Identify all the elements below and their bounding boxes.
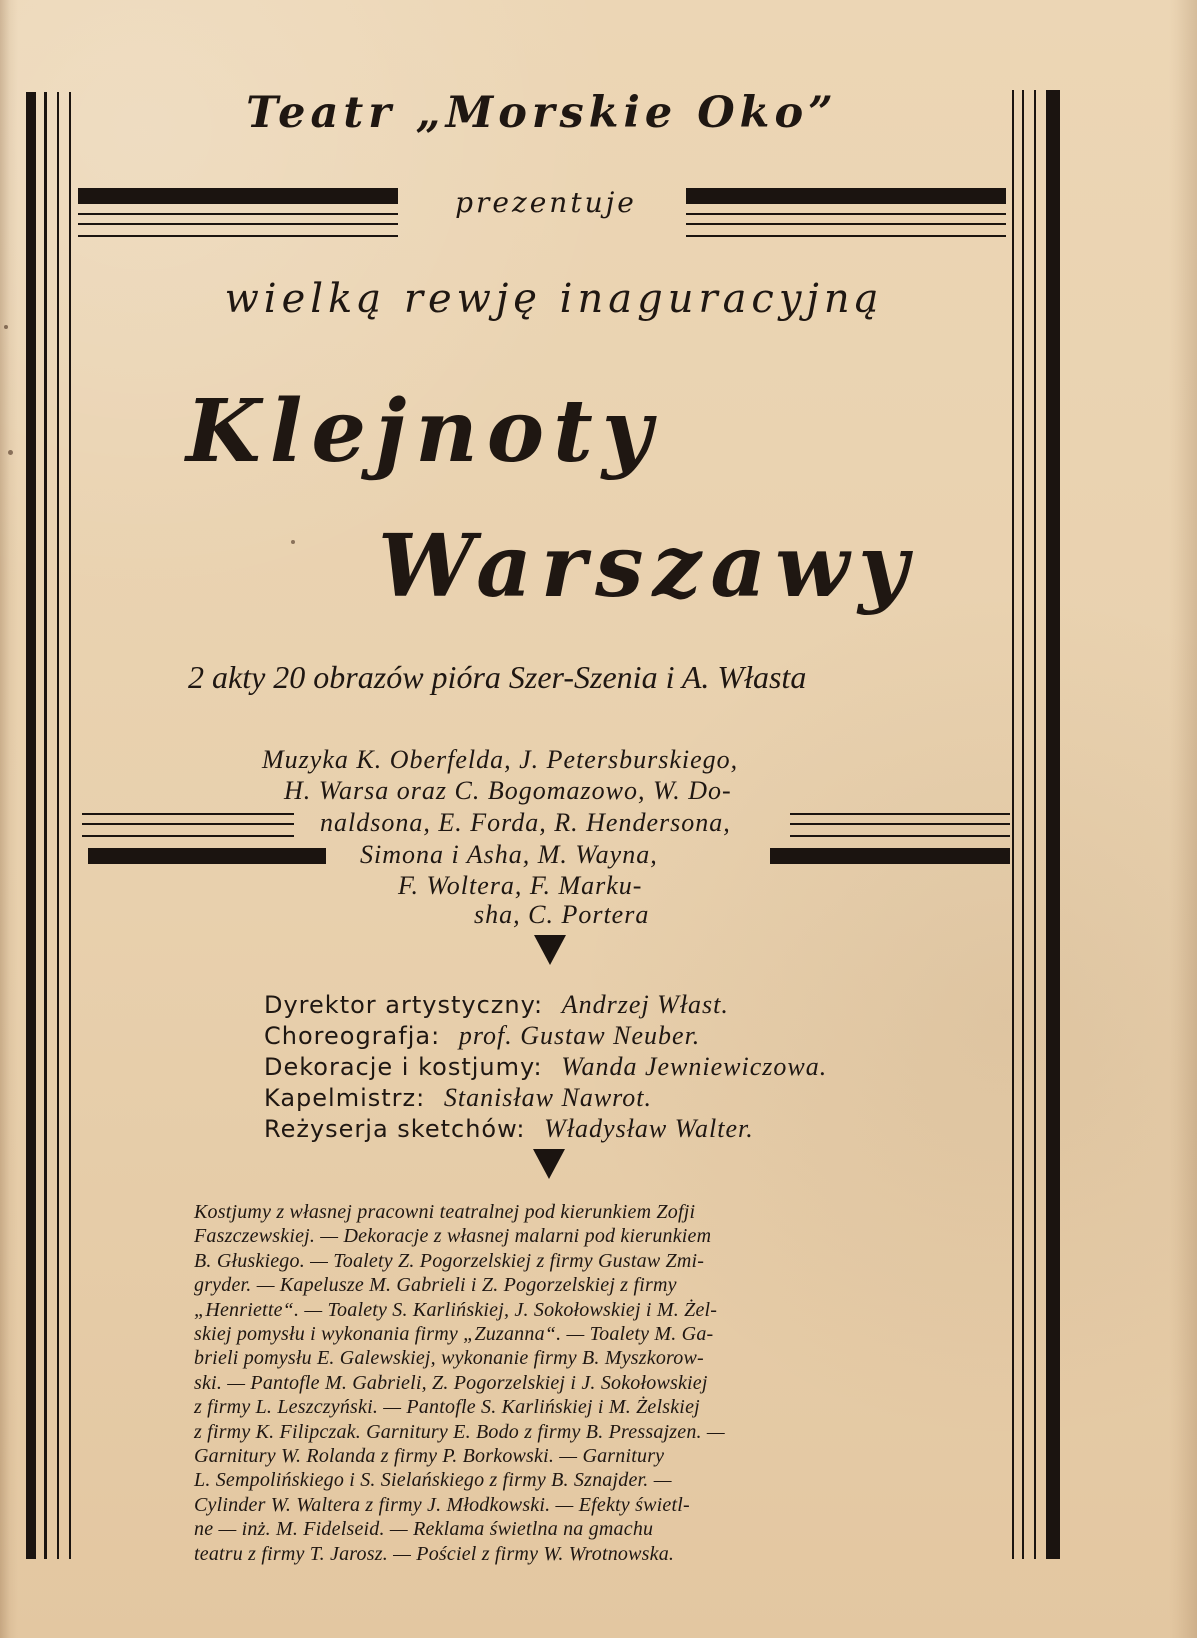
left-border-thick — [26, 92, 36, 1559]
credit-value: Wanda Jewniewiczowa. — [561, 1052, 828, 1081]
credit-value: prof. Gustaw Neuber. — [458, 1021, 701, 1050]
paper-speck — [4, 325, 8, 329]
music-line: Muzyka K. Oberfelda, J. Petersburskiego, — [262, 745, 739, 774]
notes-line: Kostjumy z własnej pracowni teatralnej pod kierunkiem Zofji — [194, 1201, 696, 1223]
middle-right-rule-thin-1 — [790, 813, 1010, 815]
music-line: naldsona, E. Forda, R. Hendersona, — [320, 808, 731, 837]
credit-value: Stanisław Nawrot. — [443, 1083, 653, 1112]
notes-line: Faszczewskiej. — Dekoracje z własnej malarni pod kierunkiem — [194, 1225, 712, 1248]
credit-label: Kapelmistrz: — [264, 1084, 426, 1112]
top-left-rule-thin-2 — [78, 223, 398, 225]
notes-line: B. Głuskiego. — Toalety Z. Pogorzelskiej z firmy Gustaw Zmi- — [194, 1249, 705, 1272]
credit-value: Andrzej Włast. — [561, 990, 729, 1019]
music-line: F. Woltera, F. Marku- — [398, 871, 643, 900]
right-border-thin-1 — [1012, 90, 1014, 1559]
left-border-thin-2 — [57, 92, 59, 1559]
left-border-thin-3 — [69, 92, 71, 1559]
section-divider-triangle — [534, 935, 566, 965]
left-border-thin-1 — [44, 92, 47, 1559]
top-left-rule-thick — [78, 188, 398, 204]
middle-left-rule-thin-1 — [82, 813, 294, 815]
music-line: sha, C. Portera — [474, 900, 650, 929]
costume-and-production-notes — [194, 1200, 912, 1566]
top-right-rule-thin-3 — [686, 235, 1006, 237]
notes-line: z firmy L. Leszczyński. — Pantofle S. Karlińskiej i M. Żelskiej — [194, 1396, 700, 1419]
middle-left-rule-thin-2 — [82, 823, 294, 825]
revue-subtitle: wielką rewję inaguracyjną — [224, 276, 884, 322]
credit-label: Dekoracje i kostjumy: — [264, 1053, 543, 1081]
notes-line: gryder. — Kapelusze M. Gabrieli i Z. Pogorzelskiej z firmy — [194, 1274, 677, 1297]
show-title-line-1: Klejnoty — [186, 381, 661, 482]
notes-line: L. Sempolińskiego i S. Sielańskiego z firmy B. Sznajder. — — [194, 1469, 672, 1492]
show-title-line-2: Warszawy — [378, 516, 918, 617]
top-left-rule-thin-1 — [78, 213, 398, 215]
middle-left-rule-thick — [88, 848, 326, 864]
paper-speck — [291, 540, 295, 544]
notes-line: „Henriette“. — Toalety S. Karlińskiej, J. Sokołowskiej i M. Żel- — [194, 1298, 718, 1321]
right-paper-edge — [1169, 0, 1197, 1638]
credit-line — [264, 1083, 652, 1113]
right-border-thin-3 — [1034, 90, 1036, 1559]
show-acts-line: 2 akty 20 obrazów pióra Szer-Szenia i A. Własta — [188, 659, 807, 695]
middle-right-rule-thin-3 — [790, 835, 1010, 837]
top-left-rule-thin-3 — [78, 235, 398, 237]
credit-line — [264, 1021, 700, 1051]
credit-label: Choreografja: — [264, 1022, 441, 1050]
right-border-thin-2 — [1022, 90, 1024, 1559]
notes-line: skiej pomysłu i wykonania firmy „Zuzanna“. — Toalety M. Ga- — [194, 1323, 714, 1346]
credit-value: Władysław Walter. — [544, 1114, 754, 1143]
credit-label: Reżyserja sketchów: — [264, 1115, 526, 1143]
credit-label: Dyrektor artystyczny: — [264, 991, 544, 1019]
middle-right-rule-thin-2 — [790, 823, 1010, 825]
paper-speck — [8, 450, 13, 455]
credit-line — [264, 1052, 827, 1082]
section-divider-triangle — [533, 1149, 565, 1179]
notes-line: Garnitury W. Rolanda z firmy P. Borkowski. — Garnitury — [194, 1445, 665, 1468]
right-border-thick — [1046, 90, 1060, 1559]
left-paper-edge — [0, 0, 18, 1638]
notes-line: z firmy K. Filipczak. Garnitury E. Bodo z firmy B. Pressajzen. — — [194, 1420, 725, 1443]
theatre-title: Teatr „Morskie Oko” — [246, 88, 838, 138]
middle-right-rule-thick — [770, 848, 1010, 864]
middle-left-rule-thin-3 — [82, 835, 294, 837]
credit-line — [264, 1114, 754, 1144]
notes-line: ski. — Pantofle M. Gabrieli, Z. Pogorzelskiej i J. Sokołowskiej — [194, 1371, 708, 1394]
notes-line: teatru z firmy T. Jarosz. — Pościel z firmy W. Wrotnowska. — [194, 1542, 675, 1565]
music-line: Simona i Asha, M. Wayna, — [360, 840, 658, 869]
top-right-rule-thin-2 — [686, 223, 1006, 225]
top-right-rule-thick — [686, 188, 1006, 204]
credit-line — [264, 990, 729, 1020]
music-line: H. Warsa oraz C. Bogomazowo, W. Do- — [284, 776, 732, 805]
top-right-rule-thin-1 — [686, 213, 1006, 215]
notes-line: brieli pomysłu E. Galewskiej, wykonanie firmy B. Myszkorow- — [194, 1347, 704, 1370]
notes-line: Cylinder W. Waltera z firmy J. Młodkowski. — Efekty świetl- — [194, 1493, 690, 1516]
notes-line: ne — inż. M. Fidelseid. — Reklama świetlna na gmachu — [194, 1518, 654, 1541]
presents-label: prezentuje — [455, 186, 637, 219]
